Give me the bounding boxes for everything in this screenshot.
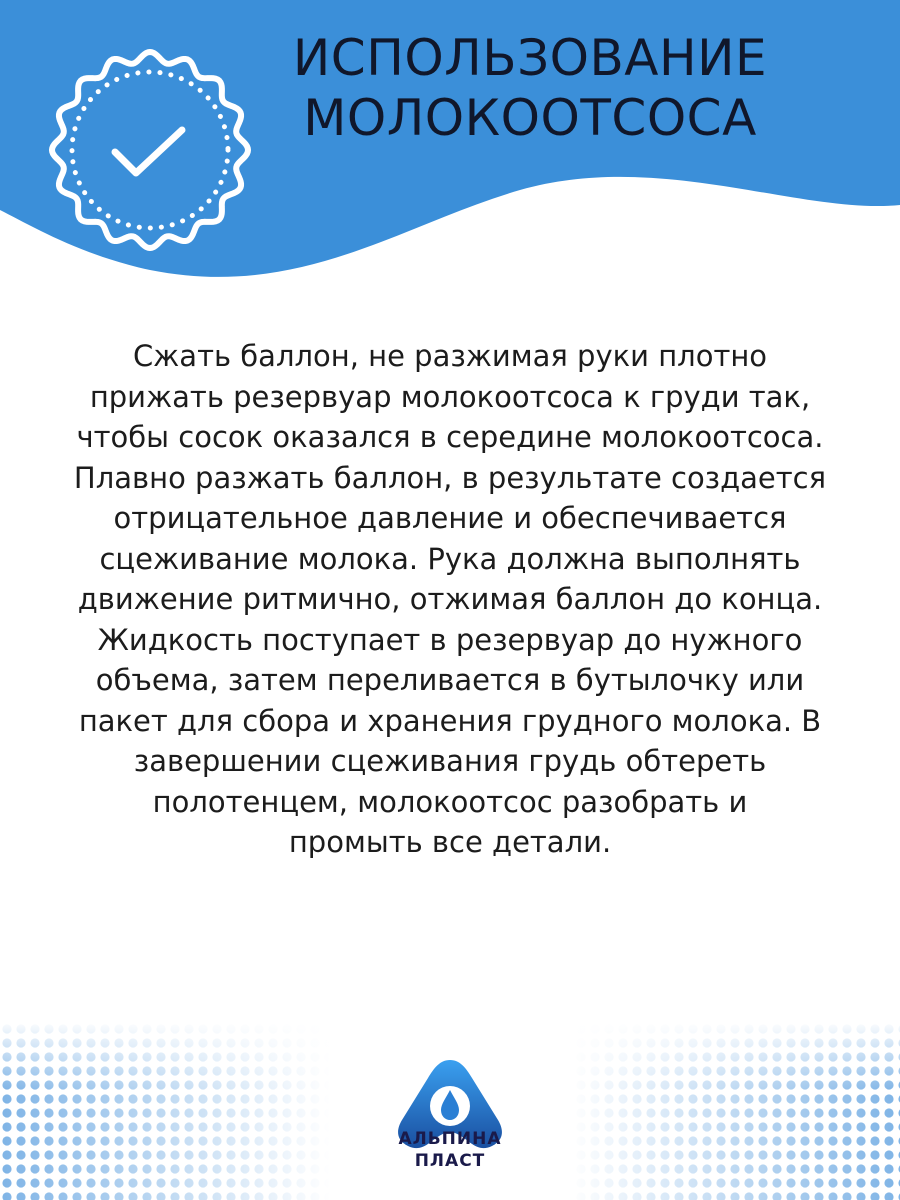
title-line-2: МОЛОКООТСОСА: [303, 89, 757, 147]
text-line: Жидкость поступает в резервуар до нужного: [97, 622, 803, 657]
text-line: Сжать баллон, не разжимая руки плотно: [132, 339, 768, 373]
logo-line-1: АЛЬПИНА: [398, 1129, 502, 1149]
text-line: промыть все детали.: [288, 825, 612, 859]
brand-logo-text: [370, 1128, 530, 1172]
text-line: движение ритмично, отжимая баллон до конца.: [77, 582, 823, 616]
logo-line-2: ПЛАСТ: [414, 1151, 486, 1171]
instruction-text: [30, 336, 870, 863]
text-line: пакет для сбора и хранения грудного молока. В: [78, 703, 822, 738]
text-line: полотенцем, молокоотсос разобрать и: [152, 784, 748, 819]
text-line: Плавно разжать баллон, в результате создается: [73, 460, 827, 495]
text-line: сцеживание молока. Рука должна выполнять: [99, 541, 801, 576]
halftone-dots-left: [0, 1020, 330, 1200]
page-title: [270, 28, 790, 148]
title-line-1: ИСПОЛЬЗОВАНИЕ: [292, 29, 768, 87]
text-line: объема, затем переливается в бутылочку или: [95, 663, 805, 697]
text-line: чтобы сосок оказался в середине молокоотсоса.: [76, 420, 824, 454]
text-line: завершении сцеживания грудь обтереть: [133, 744, 767, 778]
text-line: отрицательное давление и обеспечивается: [113, 501, 787, 535]
text-line: прижать резервуар молокоотсоса к груди так,: [89, 379, 811, 414]
halftone-dots-right: [570, 1020, 900, 1200]
